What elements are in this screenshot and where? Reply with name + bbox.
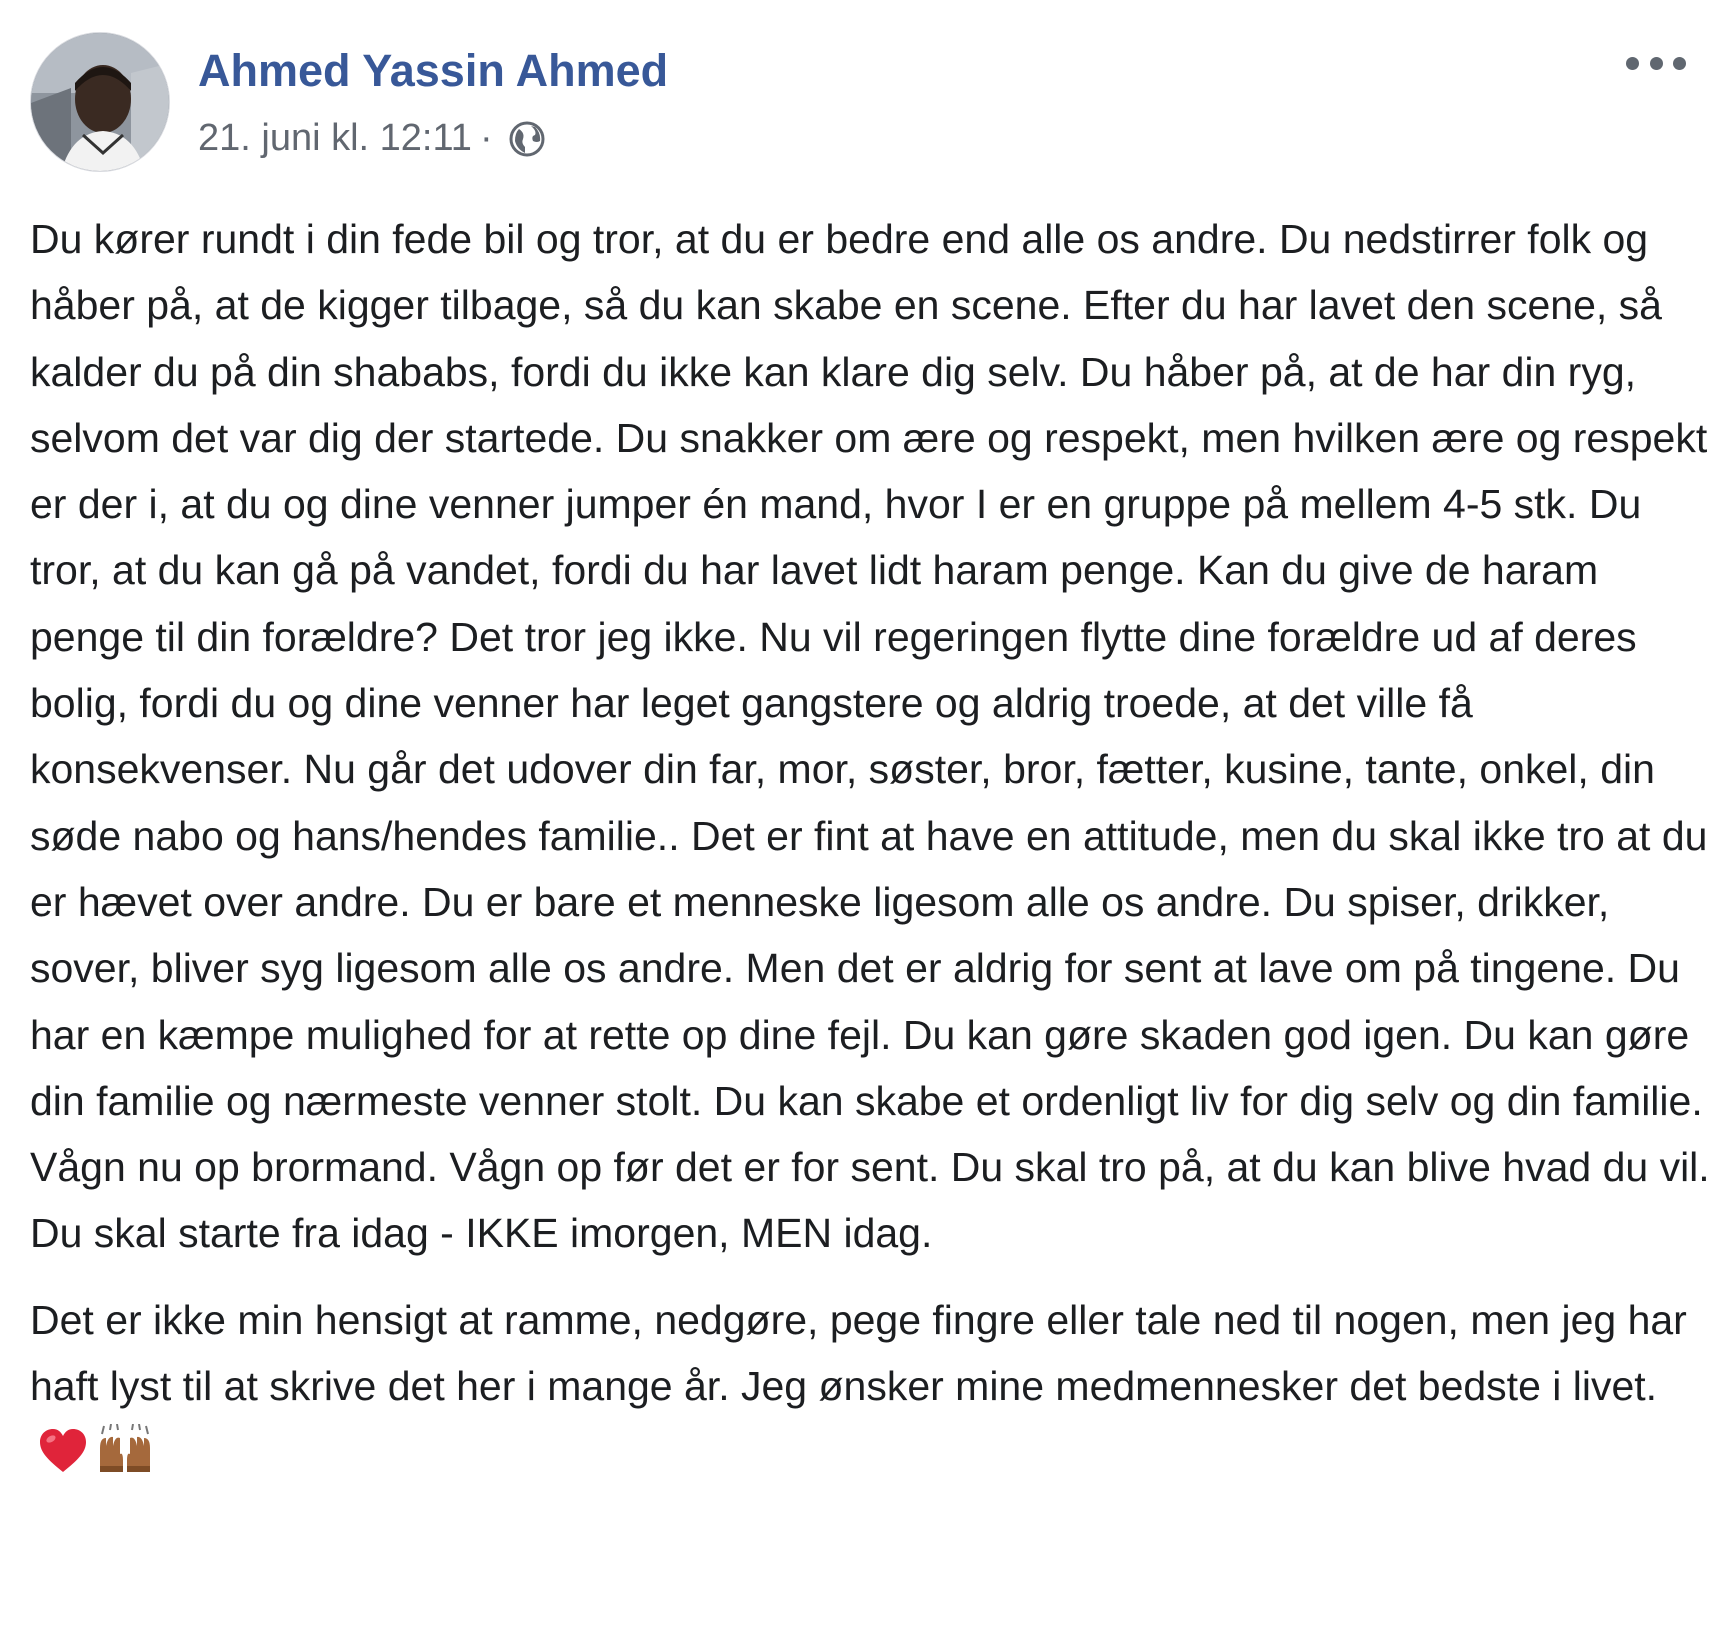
post-paragraph: Det er ikke min hensigt at ramme, nedgøre, pege fingre eller tale ned til nogen, men jeg har haft lyst til at skrive det her i mange år. Jeg ønsker mine medmennesker det bedste i livet.	[30, 1296, 1687, 1410]
more-options-icon-dot	[1650, 57, 1663, 70]
post-timestamp[interactable]: 21. juni kl. 12:11	[198, 117, 472, 159]
more-options-icon-dot	[1673, 57, 1686, 70]
meta-separator: ·	[479, 117, 493, 159]
author-avatar[interactable]	[30, 32, 170, 172]
post-paragraph: Du kører rundt i din fede bil og tror, at du er bedre end alle os andre. Du nedstirrer folk og håber på, at de kigger tilbage, så du kan skabe en scene. Efter du har lavet den scene, så kalder du på din shababs, fordi du ikke kan klare dig selv. Du håber på, at de har din ryg, selvom det var dig der startede. Du snakker om ære og respekt, men hvilken ære og respekt er der i, at du og dine venner jumper én mand, hvor I er en gruppe på mellem 4-5 stk. Du tror, at du kan gå på vandet, fordi du har lavet lidt haram penge. Kan du give de haram penge til din forældre? Det tror jeg ikke. Nu vil regeringen flytte dine forældre ud af deres bolig, fordi du og dine venner har leget gangstere og aldrig troede, at det ville få konsekvenser. Nu går det udover din far, mor, søster, bror, fætter, kusine, tante, onkel, din søde nabo og hans/hendes familie.. Det er fint at have en attitude, men du skal ikke tro at du er hævet over andre. Du er bare et menneske ligesom alle os andre. Du spiser, drikker, sover, bliver syg ligesom alle os andre. Men det er aldrig for sent at lave om på tingene. Du har en kæmpe mulighed for at rette op dine fejl. Du kan gøre skaden god igen. Du kan gøre din familie og nærmeste venner stolt. Du kan skabe et ordenligt liv for dig selv og din familie. Vågn nu op brormand. Vågn op før det er for sent. Du skal tro på, at du kan blive hvad du vil. Du skal starte fra idag - IKKE imorgen, MEN idag.	[30, 216, 1710, 1257]
post-meta	[198, 116, 547, 162]
more-options-button[interactable]	[1626, 48, 1686, 78]
red-heart-emoji	[38, 1427, 88, 1493]
globe-icon[interactable]	[507, 119, 547, 159]
raising-hands-emoji	[96, 1424, 154, 1493]
post-header	[30, 32, 1700, 174]
more-options-icon-dot	[1626, 57, 1639, 70]
post-body	[30, 206, 1710, 1514]
post-paragraph-closing	[30, 1287, 1710, 1494]
author-name-link[interactable]: Ahmed Yassin Ahmed	[198, 45, 669, 96]
